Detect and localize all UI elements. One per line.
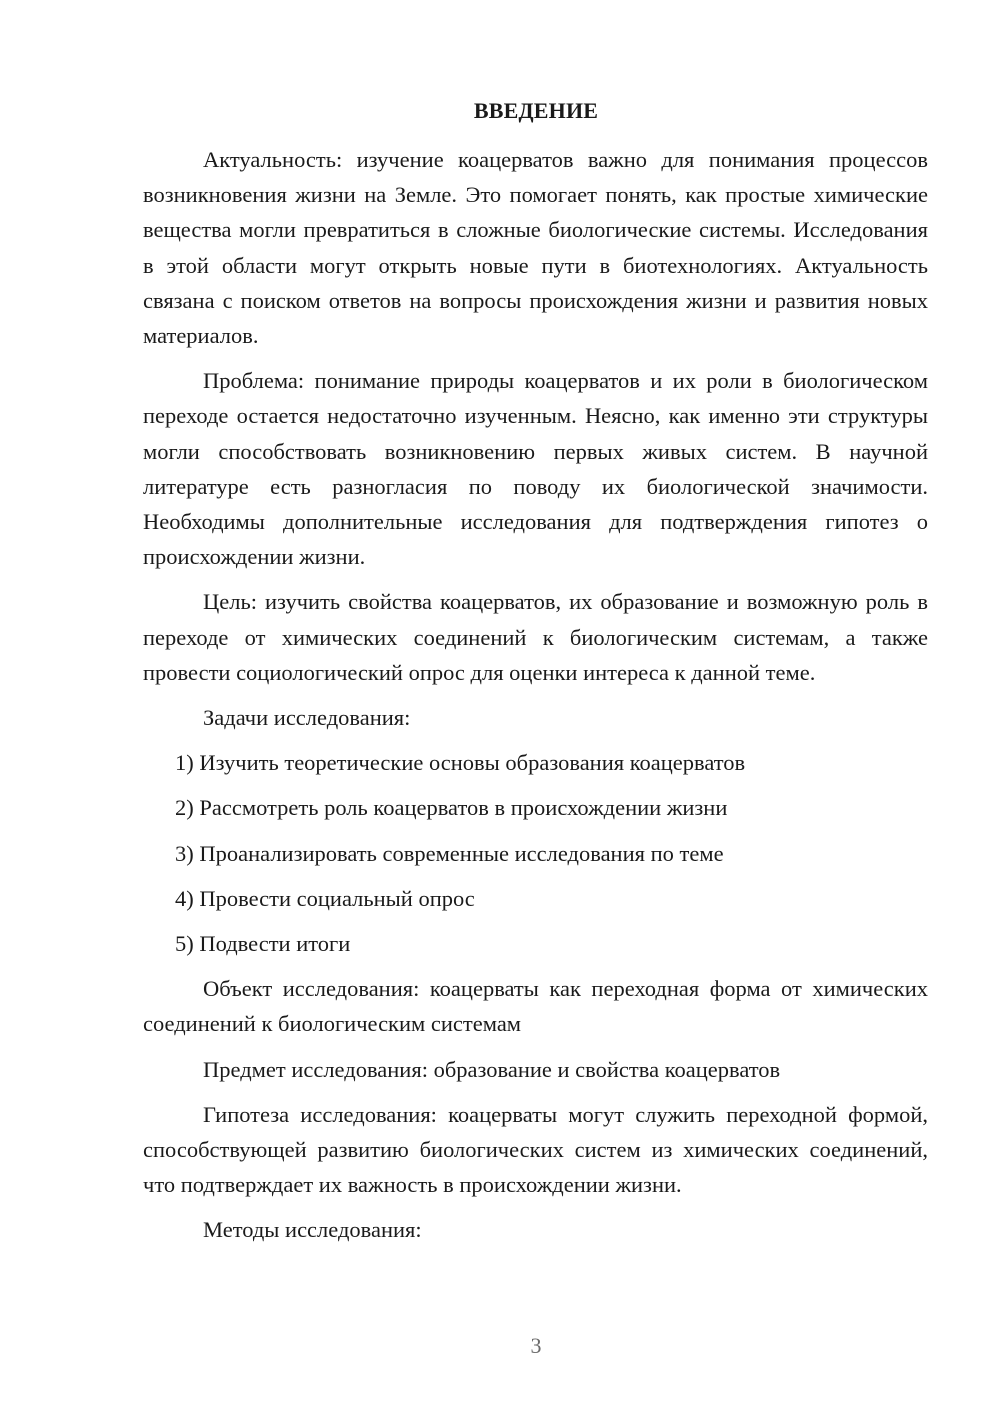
document-body [143,142,928,1258]
list-item: 2) Рассмотреть роль коацерватов в происхождении жизни [175,795,728,821]
list-item: 4) Провести социальный опрос [175,885,475,911]
list-item: 3) Проанализировать современные исследования по теме [175,840,724,866]
paragraph-subject: Предмет исследования: образование и свойства коацерватов [203,1056,781,1082]
list-item: 5) Подвести итоги [175,931,351,957]
page-number: 3 [530,1333,542,1358]
tasks-list [143,745,928,961]
list-item: 1) Изучить теоретические основы образования коацерватов [175,750,746,776]
paragraph-goal: Цель: изучить свойства коацерватов, их образование и возможную роль в переходе от химических соединений к биологическим системам, а также провести социологический опрос для оценки интереса к данной теме. [143,589,928,685]
paragraph-problem: Проблема: понимание природы коацерватов и их роли в биологическом переходе остается недостаточно изученным. Неясно, как именно эти структуры могли способствовать возникновению первых живых систем. В научной литературе есть разногласия по поводу их биологической значимости. Необходимы дополнительные исследования для подтверждения гипотез о происхождении жизни. [143,368,928,570]
methods-title: Методы исследования: [203,1217,422,1243]
paragraph-object: Объект исследования: коацерваты как переходная форма от химических соединений к биологическим системам [143,976,928,1037]
tasks-title: Задачи исследования: [203,705,411,731]
section-heading: ВВЕДЕНИЕ [473,98,599,123]
paragraph-relevance: Актуальность: изучение коацерватов важно для понимания процессов возникновения жизни на Земле. Это помогает понять, как простые химические вещества могли превратиться в сложные биологические системы. Исследования в этой области могут открыть новые пути в биотехнологиях. Актуальность связана с поиском ответов на вопросы происхождения жизни и развития новых материалов. [143,147,928,349]
paragraph-hypothesis: Гипотеза исследования: коацерваты могут служить переходной формой, способствующей развитию биологических систем из химических соединений, что подтверждает их важность в происхождении жизни. [143,1101,928,1198]
